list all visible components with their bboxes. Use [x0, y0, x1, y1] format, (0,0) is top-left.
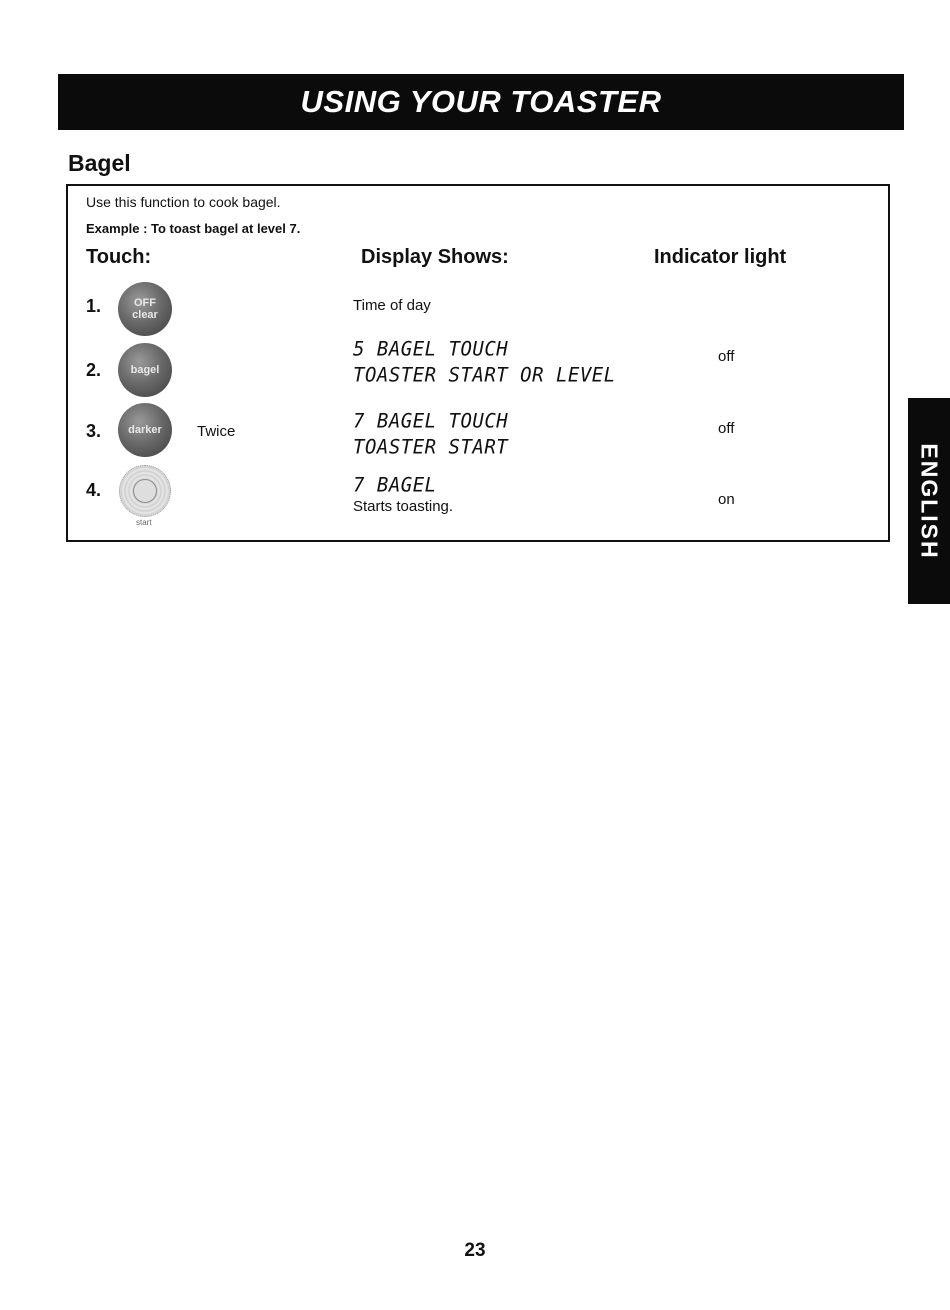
step-2-number: 2.	[86, 360, 102, 380]
bagel-button-label: bagel	[130, 364, 160, 376]
step-4-indicator: on	[718, 491, 735, 508]
step-1-number: 1.	[86, 296, 102, 316]
example-text: Example : To toast bagel at level 7.	[86, 221, 301, 236]
step-4-display-line1: 7 BAGEL	[353, 473, 437, 497]
dial-knob-icon	[119, 465, 171, 517]
header-touch: Touch:	[86, 246, 152, 268]
step-4-number: 4.	[86, 480, 102, 500]
step-2-indicator: off	[718, 348, 735, 365]
step-2-display-line2: TOASTER START OR LEVEL	[353, 363, 616, 387]
step-3-note: Twice	[197, 423, 236, 440]
off-clear-label-line1: OFF	[134, 297, 156, 309]
dial-caption: start	[136, 518, 152, 527]
banner-title: USING YOUR TOASTER	[300, 84, 662, 119]
section-title: Bagel	[68, 150, 131, 176]
step-1-display: Time of day	[353, 297, 431, 314]
language-side-tab	[908, 398, 950, 604]
step-3-indicator: off	[718, 420, 735, 437]
step-2-display-line1: 5 BAGEL TOUCH	[353, 337, 509, 361]
header-banner	[58, 74, 904, 130]
dial-center	[133, 479, 157, 503]
darker-button-icon	[118, 403, 172, 457]
darker-button-label: darker	[128, 424, 162, 436]
step-3-display-line1: 7 BAGEL TOUCH	[353, 409, 509, 433]
bagel-button-icon	[118, 343, 172, 397]
step-4-display-line2: Starts toasting.	[353, 498, 454, 515]
off-clear-button-icon	[118, 282, 172, 336]
language-tab-label: ENGLISH	[916, 442, 943, 560]
header-display-shows: Display Shows:	[361, 246, 509, 268]
intro-text: Use this function to cook bagel.	[86, 194, 281, 210]
off-clear-label-line2: clear	[132, 309, 158, 321]
header-indicator-light: Indicator light	[654, 246, 787, 268]
page-number: 23	[464, 1240, 486, 1261]
step-3-display-line2: TOASTER START	[353, 435, 509, 459]
step-3-number: 3.	[86, 421, 102, 441]
